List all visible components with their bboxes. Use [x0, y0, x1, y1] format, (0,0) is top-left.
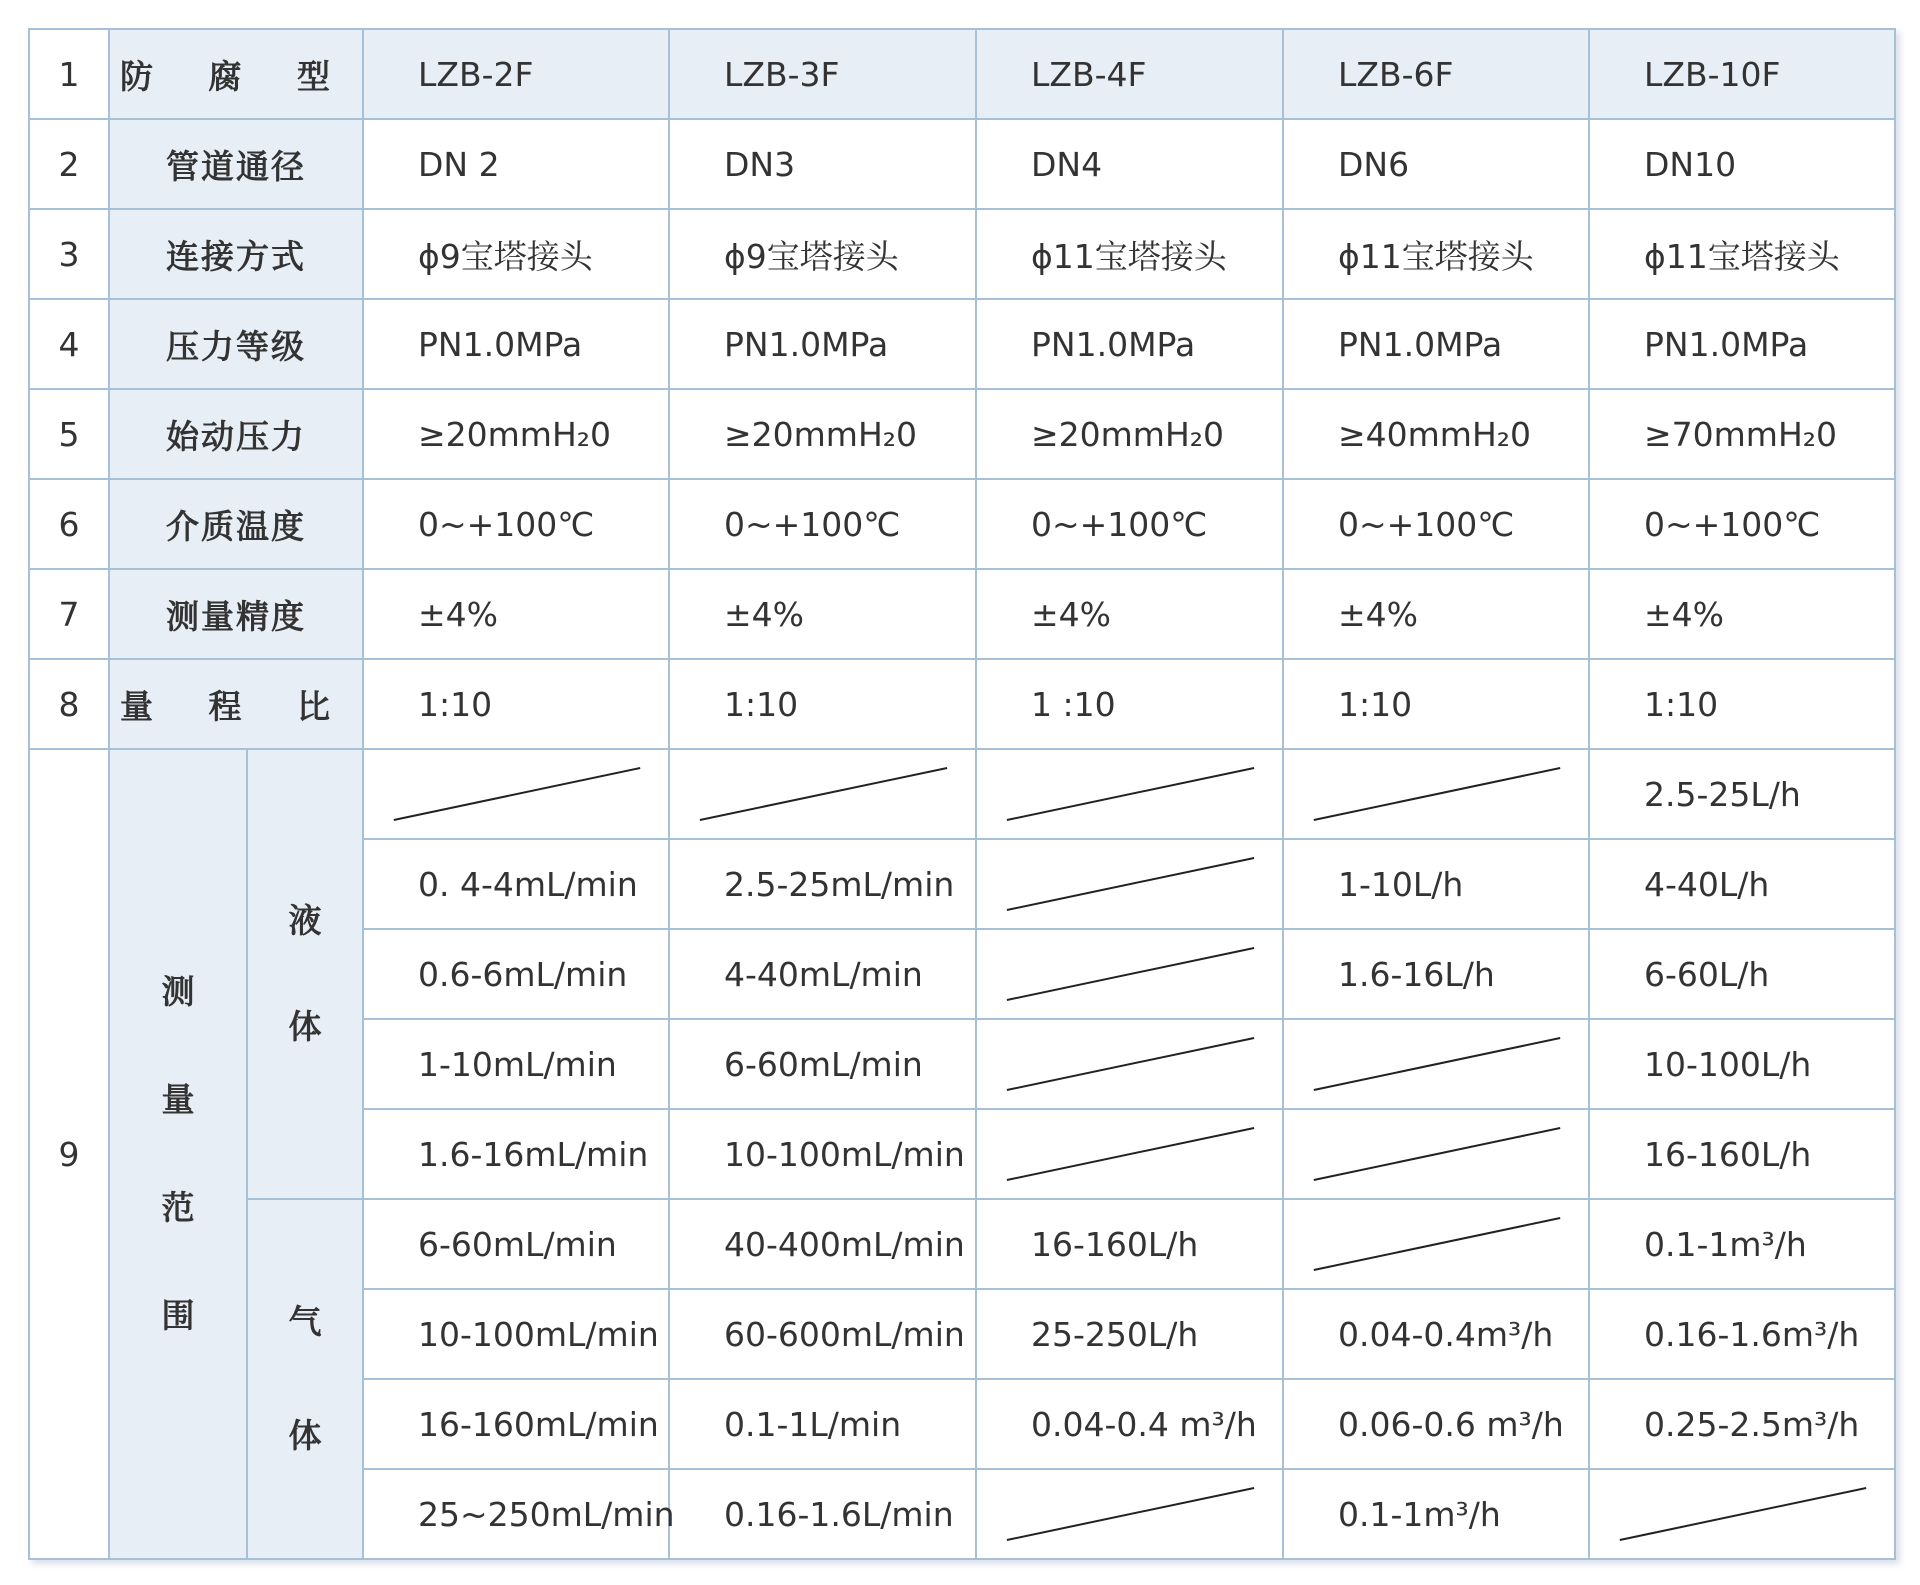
row-label: 连接方式: [109, 209, 363, 299]
range-value: 1.6-16L/h: [1283, 929, 1589, 1019]
diagonal-slash-icon: [670, 750, 975, 838]
empty-cell-slash: [1283, 1019, 1589, 1109]
row-label: 压力等级: [109, 299, 363, 389]
diagonal-slash-icon: [364, 750, 668, 838]
spec-value: ≥20mmH₂0: [363, 389, 669, 479]
range-value: 25-250L/h: [976, 1289, 1283, 1379]
table-row: [29, 119, 1895, 209]
empty-cell-slash: [669, 749, 976, 839]
range-value: 6-60L/h: [1589, 929, 1895, 1019]
range-value: 0.1-1m³/h: [1589, 1199, 1895, 1289]
model-name: LZB-2F: [363, 29, 669, 119]
range-value: 0.1-1m³/h: [1283, 1469, 1589, 1559]
diagonal-slash-icon: [977, 840, 1282, 928]
range-label-char: 测: [161, 972, 195, 1011]
table-row: [29, 569, 1895, 659]
model-name: LZB-4F: [976, 29, 1283, 119]
empty-cell-slash: [976, 1019, 1283, 1109]
table-row: [29, 479, 1895, 569]
spec-value: ±4%: [669, 569, 976, 659]
table-row: [29, 389, 1895, 479]
empty-cell-slash: [976, 839, 1283, 929]
row-number: 2: [29, 119, 109, 209]
row-number: 4: [29, 299, 109, 389]
empty-cell-slash: [1283, 1109, 1589, 1199]
spec-value: DN6: [1283, 119, 1589, 209]
row-number: 1: [29, 29, 109, 119]
row-number: 6: [29, 479, 109, 569]
range-value: 16-160L/h: [1589, 1109, 1895, 1199]
table-row: [29, 659, 1895, 749]
range-value: 0.04-0.4 m³/h: [976, 1379, 1283, 1469]
diagonal-slash-icon: [1284, 1020, 1588, 1108]
range-label-char: 范: [161, 1188, 195, 1227]
spec-value: 0~+100℃: [1283, 479, 1589, 569]
range-value: 4-40L/h: [1589, 839, 1895, 929]
spec-value: 0~+100℃: [1589, 479, 1895, 569]
range-value: 0.06-0.6 m³/h: [1283, 1379, 1589, 1469]
diagonal-slash-icon: [1590, 1470, 1894, 1558]
spec-value: ±4%: [1283, 569, 1589, 659]
diagonal-slash-icon: [977, 1110, 1282, 1198]
spec-table: [28, 28, 1896, 1560]
liquid-label-char: 液: [288, 901, 322, 940]
table-row: [29, 1199, 1895, 1289]
row-number: 3: [29, 209, 109, 299]
row-label: 测量精度: [109, 569, 363, 659]
diagonal-slash-icon: [1284, 750, 1588, 838]
range-value: 16-160mL/min: [363, 1379, 669, 1469]
table-row: [29, 749, 1895, 839]
range-value: 16-160L/h: [976, 1199, 1283, 1289]
range-value: 2.5-25mL/min: [669, 839, 976, 929]
row-number: 9: [29, 749, 109, 1559]
spec-value: ϕ9宝塔接头: [363, 209, 669, 299]
range-value: 1-10L/h: [1283, 839, 1589, 929]
spec-value: PN1.0MPa: [1283, 299, 1589, 389]
row-label: 量 程 比: [109, 659, 363, 749]
empty-cell-slash: [976, 749, 1283, 839]
range-value: 0.16-1.6L/min: [669, 1469, 976, 1559]
diagonal-slash-icon: [1284, 1110, 1588, 1198]
gas-label: [247, 1199, 363, 1559]
empty-cell-slash: [363, 749, 669, 839]
range-value: 0.1-1L/min: [669, 1379, 976, 1469]
spec-value: 0~+100℃: [363, 479, 669, 569]
range-value: 0. 4-4mL/min: [363, 839, 669, 929]
spec-value: ±4%: [363, 569, 669, 659]
spec-value: ϕ11宝塔接头: [976, 209, 1283, 299]
range-value: 60-600mL/min: [669, 1289, 976, 1379]
spec-value: PN1.0MPa: [669, 299, 976, 389]
diagonal-slash-icon: [1284, 1200, 1588, 1288]
spec-value: ϕ11宝塔接头: [1589, 209, 1895, 299]
gas-label-char: 气: [288, 1302, 322, 1341]
diagonal-slash-icon: [977, 930, 1282, 1018]
gas-label-char: 体: [288, 1416, 322, 1455]
range-value: 6-60mL/min: [669, 1019, 976, 1109]
row-label: 管道通径: [109, 119, 363, 209]
empty-cell-slash: [1589, 1469, 1895, 1559]
table-row: [29, 29, 1895, 119]
range-value: 0.6-6mL/min: [363, 929, 669, 1019]
model-name: LZB-3F: [669, 29, 976, 119]
table-row: [29, 209, 1895, 299]
spec-value: 1 :10: [976, 659, 1283, 749]
row-number: 7: [29, 569, 109, 659]
range-value: 0.04-0.4m³/h: [1283, 1289, 1589, 1379]
spec-value: 0~+100℃: [669, 479, 976, 569]
diagonal-slash-icon: [977, 1020, 1282, 1108]
spec-value: ≥20mmH₂0: [976, 389, 1283, 479]
liquid-label: [247, 749, 363, 1199]
spec-value: 1:10: [669, 659, 976, 749]
range-value: 1.6-16mL/min: [363, 1109, 669, 1199]
diagonal-slash-icon: [977, 750, 1282, 838]
range-value: 10-100mL/min: [669, 1109, 976, 1199]
spec-value: PN1.0MPa: [976, 299, 1283, 389]
spec-value: ϕ9宝塔接头: [669, 209, 976, 299]
row-number: 5: [29, 389, 109, 479]
spec-value: ±4%: [1589, 569, 1895, 659]
spec-value: ≥20mmH₂0: [669, 389, 976, 479]
empty-cell-slash: [1283, 749, 1589, 839]
range-value: 1-10mL/min: [363, 1019, 669, 1109]
model-name: LZB-10F: [1589, 29, 1895, 119]
model-name: LZB-6F: [1283, 29, 1589, 119]
range-value: 4-40mL/min: [669, 929, 976, 1019]
range-label-char: 围: [161, 1296, 195, 1335]
row-number: 8: [29, 659, 109, 749]
spec-value: DN10: [1589, 119, 1895, 209]
range-value: 2.5-25L/h: [1589, 749, 1895, 839]
spec-value: ≥70mmH₂0: [1589, 389, 1895, 479]
range-value: 25~250mL/min: [363, 1469, 669, 1559]
spec-value: PN1.0MPa: [1589, 299, 1895, 389]
range-value: 6-60mL/min: [363, 1199, 669, 1289]
range-value: 10-100L/h: [1589, 1019, 1895, 1109]
spec-value: DN3: [669, 119, 976, 209]
spec-value: 0~+100℃: [976, 479, 1283, 569]
range-label: [109, 749, 247, 1559]
spec-value: ϕ11宝塔接头: [1283, 209, 1589, 299]
row-label: 防 腐 型: [109, 29, 363, 119]
spec-value: ±4%: [976, 569, 1283, 659]
spec-value: 1:10: [1589, 659, 1895, 749]
row-label: 始动压力: [109, 389, 363, 479]
empty-cell-slash: [1283, 1199, 1589, 1289]
empty-cell-slash: [976, 929, 1283, 1019]
empty-cell-slash: [976, 1469, 1283, 1559]
diagonal-slash-icon: [977, 1470, 1282, 1558]
spec-value: 1:10: [363, 659, 669, 749]
range-value: 0.25-2.5m³/h: [1589, 1379, 1895, 1469]
range-label-char: 量: [161, 1080, 195, 1119]
range-value: 10-100mL/min: [363, 1289, 669, 1379]
row-label: 介质温度: [109, 479, 363, 569]
spec-value: DN4: [976, 119, 1283, 209]
spec-value: DN 2: [363, 119, 669, 209]
spec-value: ≥40mmH₂0: [1283, 389, 1589, 479]
empty-cell-slash: [976, 1109, 1283, 1199]
range-value: 0.16-1.6m³/h: [1589, 1289, 1895, 1379]
table-row: [29, 299, 1895, 389]
range-value: 40-400mL/min: [669, 1199, 976, 1289]
spec-value: 1:10: [1283, 659, 1589, 749]
liquid-label-char: 体: [288, 1007, 322, 1046]
spec-value: PN1.0MPa: [363, 299, 669, 389]
